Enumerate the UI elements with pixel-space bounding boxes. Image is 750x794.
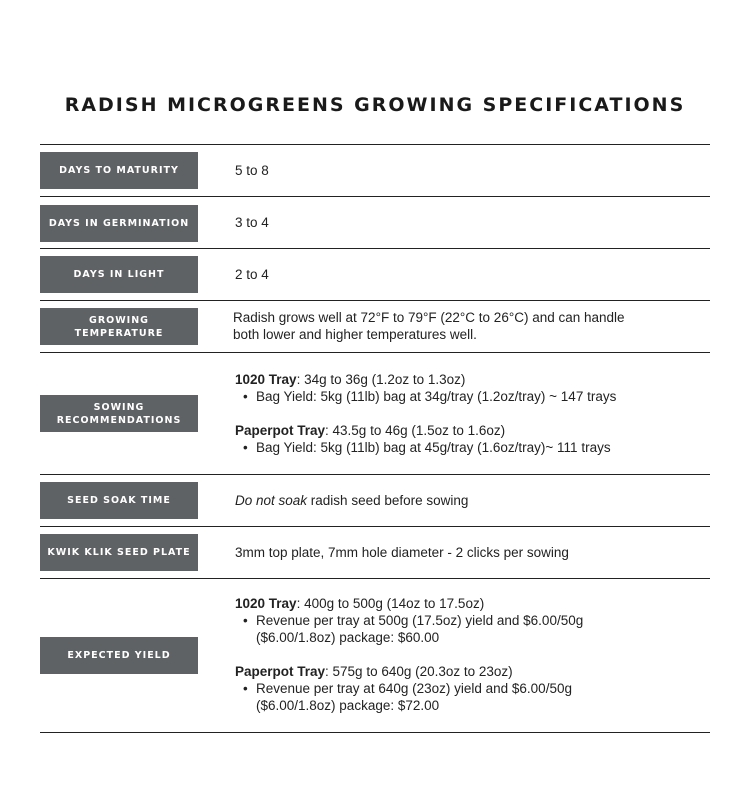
tray-name: Paperpot Tray (235, 664, 326, 679)
revenue-line: ($6.00/1.8oz) package: $72.00 (256, 698, 440, 713)
label-growing-temperature: GROWING TEMPERATURE (40, 308, 198, 345)
value-growing-temperature (233, 309, 708, 343)
value-sowing-recommendations (235, 371, 710, 456)
divider (40, 578, 710, 579)
revenue-line: • Revenue per tray at 500g (17.5oz) yield and $6.00/50g (256, 613, 584, 628)
temperature-line-1: Radish grows well at 72°F to 79°F (22°C to 26°C) and can handle (233, 310, 625, 325)
label-days-in-light: DAYS IN LIGHT (40, 256, 198, 293)
divider (40, 526, 710, 527)
label-sowing-recommendations: SOWING RECOMMENDATIONS (40, 395, 198, 432)
label-expected-yield: EXPECTED YIELD (40, 637, 198, 674)
label-seed-soak-time: SEED SOAK TIME (40, 482, 198, 519)
temperature-line-2: both lower and higher temperatures well. (233, 327, 477, 342)
value-days-to-maturity: 5 to 8 (235, 163, 269, 178)
sowing-tray-1 (235, 371, 710, 388)
tray-name: Paperpot Tray (235, 423, 326, 438)
bag-yield-bullet: • Bag Yield: 5kg (11lb) bag at 45g/tray (1.6oz/tray)~ 111 trays (235, 439, 710, 456)
emphasis-text: Do not soak (235, 493, 308, 508)
divider (40, 248, 710, 249)
tray-amount: : 34g to 36g (1.2oz to 1.3oz) (296, 372, 466, 387)
value-days-in-germination: 3 to 4 (235, 215, 269, 230)
revenue-line: • Revenue per tray at 640g (23oz) yield and $6.00/50g (256, 681, 572, 696)
label-days-in-germination: DAYS IN GERMINATION (40, 205, 198, 242)
divider (40, 300, 710, 301)
tray-name: 1020 Tray (235, 596, 297, 611)
label-days-to-maturity: DAYS TO MATURITY (40, 152, 198, 189)
soak-text: radish seed before sowing (307, 493, 469, 508)
yield-tray-2 (235, 663, 710, 680)
tray-amount: : 43.5g to 46g (1.5oz to 1.6oz) (325, 423, 506, 438)
value-kwik-klik-seed-plate: 3mm top plate, 7mm hole diameter - 2 clicks per sowing (235, 545, 569, 560)
page-title: RADISH MICROGREENS GROWING SPECIFICATIONS (64, 94, 686, 116)
revenue-line: ($6.00/1.8oz) package: $60.00 (256, 630, 440, 645)
tray-amount: : 400g to 500g (14oz to 17.5oz) (296, 596, 485, 611)
divider (40, 732, 710, 733)
divider (40, 196, 710, 197)
tray-name: 1020 Tray (235, 372, 297, 387)
divider (40, 144, 710, 145)
bag-yield-bullet: • Bag Yield: 5kg (11lb) bag at 34g/tray (1.2oz/tray) ~ 147 trays (235, 388, 710, 405)
tray-amount: : 575g to 640g (20.3oz to 23oz) (325, 664, 513, 679)
value-expected-yield (235, 595, 710, 714)
revenue-bullet (235, 680, 710, 714)
divider (40, 474, 710, 475)
label-kwik-klik-seed-plate: KWIK KLIK SEED PLATE (40, 534, 198, 571)
divider (40, 352, 710, 353)
value-days-in-light: 2 to 4 (235, 267, 269, 282)
revenue-bullet (235, 612, 710, 646)
sowing-tray-2 (235, 422, 710, 439)
value-seed-soak-time (235, 492, 710, 509)
yield-tray-1 (235, 595, 710, 612)
